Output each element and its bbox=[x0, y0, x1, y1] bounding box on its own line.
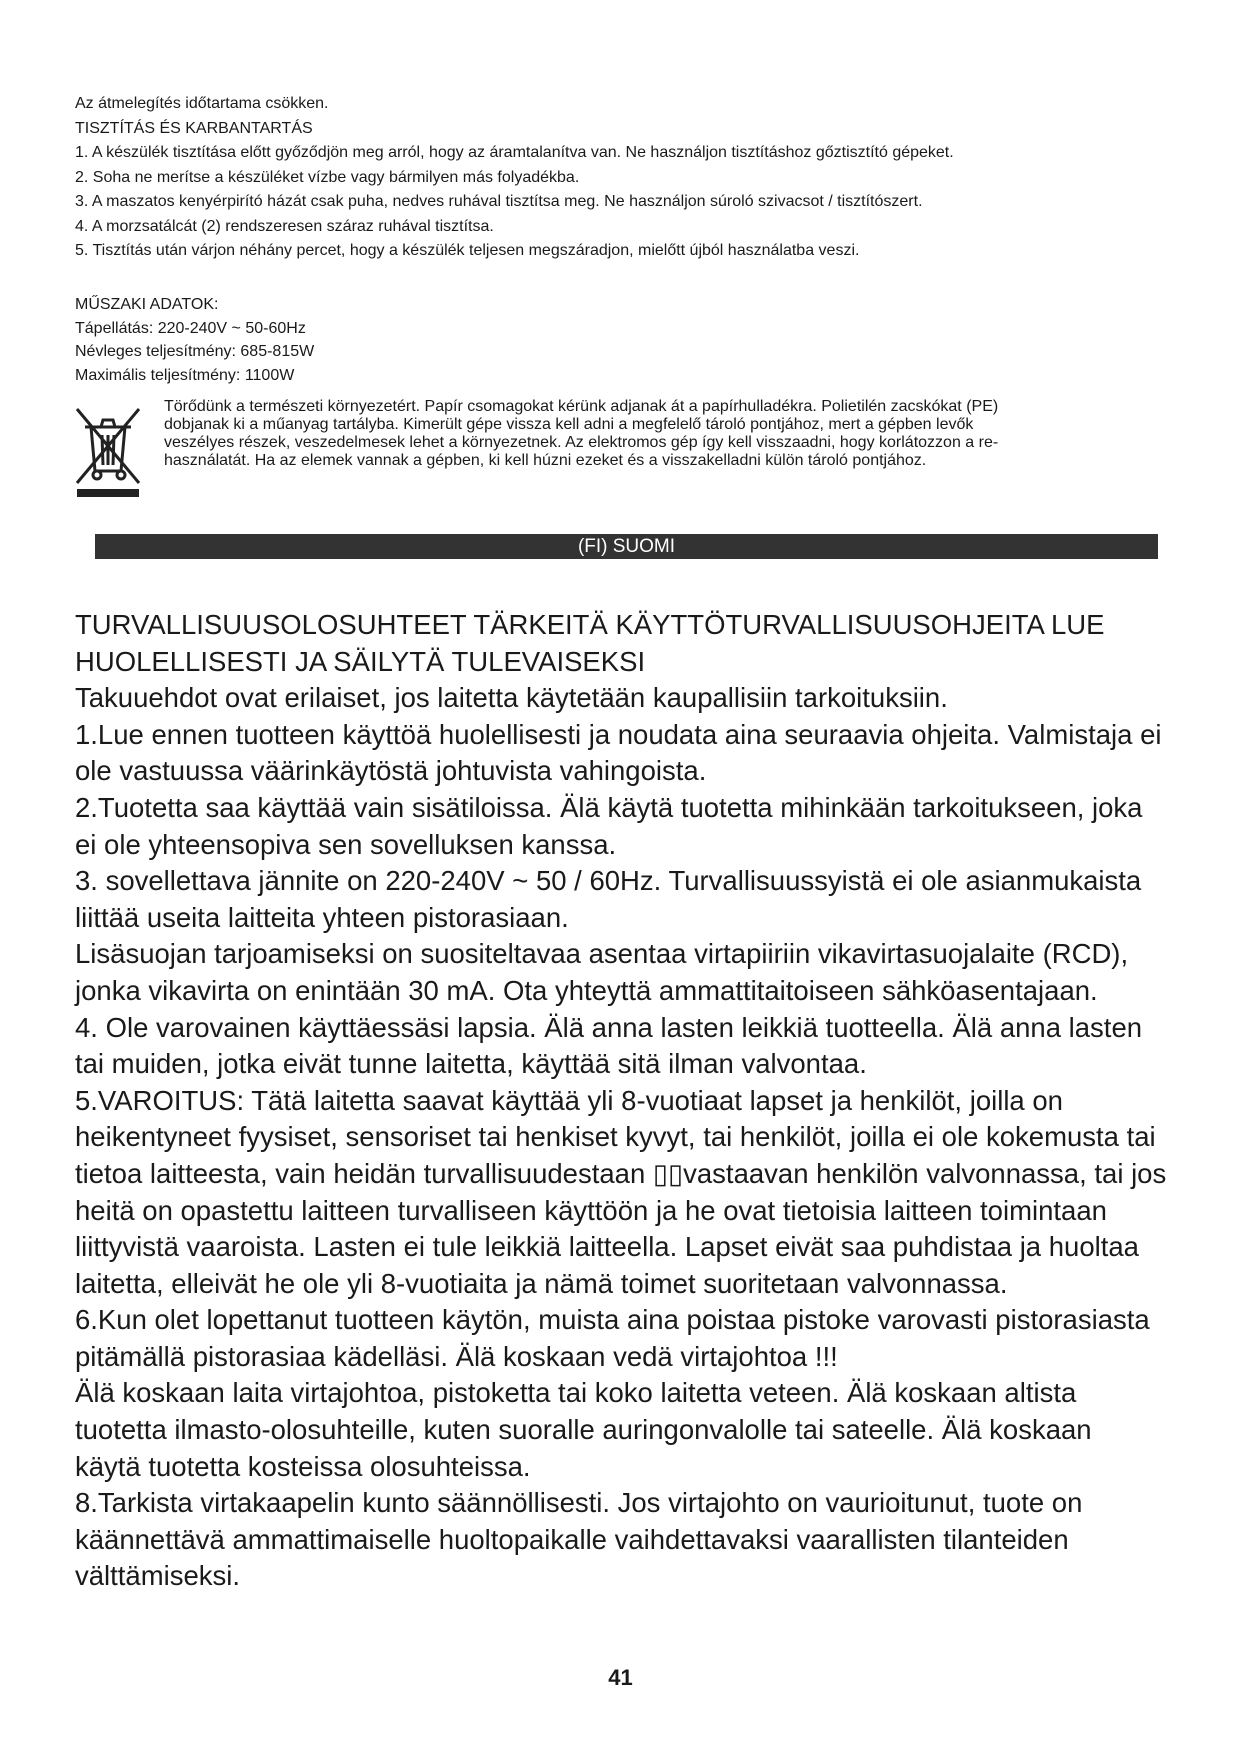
recycle-line: használatát. Ha az elemek vannak a gépben, ki kell húzni ezeket és a visszakelladni külön tároló pontjához. bbox=[164, 452, 927, 469]
hu-text-line: 3. A maszatos kenyérpirító házát csak puha, nedves ruhával tisztítsa meg. Ne használjon súroló szivacsot / tisztítószert. bbox=[75, 193, 923, 210]
hu-text-line: TISZTÍTÁS ÉS KARBANTARTÁS bbox=[75, 119, 313, 137]
spec-line: Maximális teljesítmény: 1100W bbox=[75, 366, 295, 384]
fi-text-line: välttämiseksi. bbox=[75, 1560, 241, 1592]
fi-text-line: laitetta, elleivät he ole yli 8-vuotiaita ja nämä toimet suoritetaan valvonnassa. bbox=[75, 1267, 1008, 1299]
recycle-line: Törődünk a természeti környezetért. Papír csomagokat kérünk adjanak át a papírhulladékra. Polietilén zacskókat (PE) bbox=[164, 398, 999, 415]
spec-line: MŰSZAKI ADATOK: bbox=[75, 296, 219, 313]
fi-text-line: jonka vikavirta on enintään 30 mA. Ota yhteyttä ammattitaitoiseen sähköasentajaan. bbox=[75, 974, 1098, 1006]
fi-text-line: pitämällä pistorasiaa kädelläsi. Älä koskaan vedä virtajohtoa !!! bbox=[75, 1340, 838, 1372]
fi-text-line: liittyvistä vaaroista. Lasten ei tule leikkiä laitteella. Lapset eivät saa puhdistaa ja huoltaa bbox=[75, 1231, 1139, 1263]
fi-text-line: Älä koskaan laita virtajohtoa, pistoketta tai koko laitetta veteen. Älä koskaan altista bbox=[75, 1377, 1077, 1409]
fi-text-line: Lisäsuojan tarjoamiseksi on suositeltavaa asentaa virtapiiriin vikavirtasuojalaite (RCD), bbox=[75, 938, 1129, 970]
fi-text-line: 4. Ole varovainen käyttäessäsi lapsia. Älä anna lasten leikkiä tuotteella. Älä anna lasten bbox=[75, 1011, 1143, 1043]
hu-text-line: 2. Soha ne merítse a készüléket vízbe vagy bármilyen más folyadékba. bbox=[75, 168, 580, 186]
fi-text-line: heikentyneet fyysiset, sensoriset tai henkiset kyvyt, tai henkilöt, joilla ei ole kokemusta tai bbox=[75, 1121, 1156, 1153]
fi-text-line: 6.Kun olet lopettanut tuotteen käytön, muista aina poistaa pistoke varovasti pistorasiasta bbox=[75, 1304, 1150, 1336]
recycle-line: veszélyes részek, veszedelmesek lehet a környezetnek. Az elektromos gép így kell visszaadni, hogy korlátozzon a re- bbox=[164, 434, 999, 451]
hu-recycling-notice bbox=[164, 398, 1124, 470]
fi-text-line: heitä on opastettu laitteen turvalliseen käyttöön ja he ovat tietoisia laitteen toimintaan bbox=[75, 1194, 1107, 1226]
banner-label: (FI) SUOMI bbox=[577, 536, 676, 557]
hu-text-line: Az átmelegítés időtartama csökken. bbox=[75, 95, 329, 112]
hu-text-line: 1. A készülék tisztítása előtt győződjön meg arról, hogy az áramtalanítva van. Ne használjon tisztításhoz gőztisztító gépeket. bbox=[75, 144, 954, 161]
recycle-line: dobjanak ki a műanyag tartályba. Kimerült gépe vissza kell adni a megfelelő tároló pontjához, mert a gépben levők bbox=[164, 416, 974, 433]
page-number: 41 bbox=[608, 1665, 633, 1690]
fi-text-line: tietoa laitteesta, vain heidän turvallisuudestaan ▯▯vastaavan henkilön valvonnassa, tai jos bbox=[75, 1157, 1167, 1189]
fi-text-line: tuotetta ilmasto-olosuhteille, kuten suoralle auringonvalolle tai sateelle. Älä koskaan bbox=[75, 1414, 1092, 1446]
spec-line: Tápellátás: 220-240V ~ 50-60Hz bbox=[75, 319, 306, 337]
fi-text-line: ei ole yhteensopiva sen sovelluksen kanssa. bbox=[75, 828, 617, 860]
hu-tech-specs bbox=[75, 293, 314, 387]
hu-text-line: 5. Tisztítás után várjon néhány percet, hogy a készülék teljesen megszáradjon, mielőtt újból használatba veszi. bbox=[75, 242, 860, 259]
fi-safety-section bbox=[75, 607, 1165, 1595]
fi-text-line: 8.Tarkista virtakaapelin kunto säännöllisesti. Jos virtajohto on vaurioitunut, tuote on bbox=[75, 1487, 1083, 1519]
fi-text-line: tai muiden, jotka eivät tunne laitetta, käyttää sitä ilman valvontaa. bbox=[75, 1048, 867, 1080]
fi-text-line: 1.Lue ennen tuotteen käyttöä huolellisesti ja noudata aina seuraavia ohjeita. Valmistaja ei bbox=[75, 718, 1162, 750]
fi-text-line: 3. sovellettava jännite on 220-240V ~ 50 / 60Hz. Turvallisuussyistä ei ole asianmukaista bbox=[75, 865, 1142, 897]
fi-text-line: liittää useita laitteita yhteen pistorasiaan. bbox=[75, 901, 569, 933]
fi-text-line: 2.Tuotetta saa käyttää vain sisätiloissa. Älä käytä tuotetta mihinkään tarkoitukseen, joka bbox=[75, 791, 1143, 823]
fi-text-line: käännettävä ammattimaiselle huoltopaikalle vaihdettavaksi vaarallisten tilanteiden bbox=[75, 1523, 1069, 1555]
hu-text-line: 4. A morzsatálcát (2) rendszeresen száraz ruhával tisztítsa. bbox=[75, 217, 494, 235]
fi-text-line: HUOLELLISESTI JA SÄILYTÄ TULEVAISEKSI bbox=[75, 645, 646, 677]
hu-cleaning-section bbox=[75, 92, 1115, 264]
spec-line: Névleges teljesítmény: 685-815W bbox=[75, 343, 315, 360]
fi-text-line: TURVALLISUUSOLOSUHTEET TÄRKEITÄ KÄYTTÖTURVALLISUUSOHJEITA LUE bbox=[75, 609, 1105, 640]
language-section-banner bbox=[95, 534, 1158, 559]
fi-text-line: käytä tuotetta kosteissa olosuhteissa. bbox=[75, 1450, 531, 1482]
fi-text-line: Takuuehdot ovat erilaiset, jos laitetta käytetään kaupallisiin tarkoituksiin. bbox=[75, 682, 948, 714]
crossed-out-wheelie-bin-icon bbox=[73, 405, 143, 499]
fi-text-line: 5.VAROITUS: Tätä laitetta saavat käyttää yli 8-vuotiaat lapset ja henkilöt, joilla on bbox=[75, 1084, 1063, 1116]
fi-text-line: ole vastuussa väärinkäytöstä johtuvista vahingoista. bbox=[75, 755, 707, 787]
